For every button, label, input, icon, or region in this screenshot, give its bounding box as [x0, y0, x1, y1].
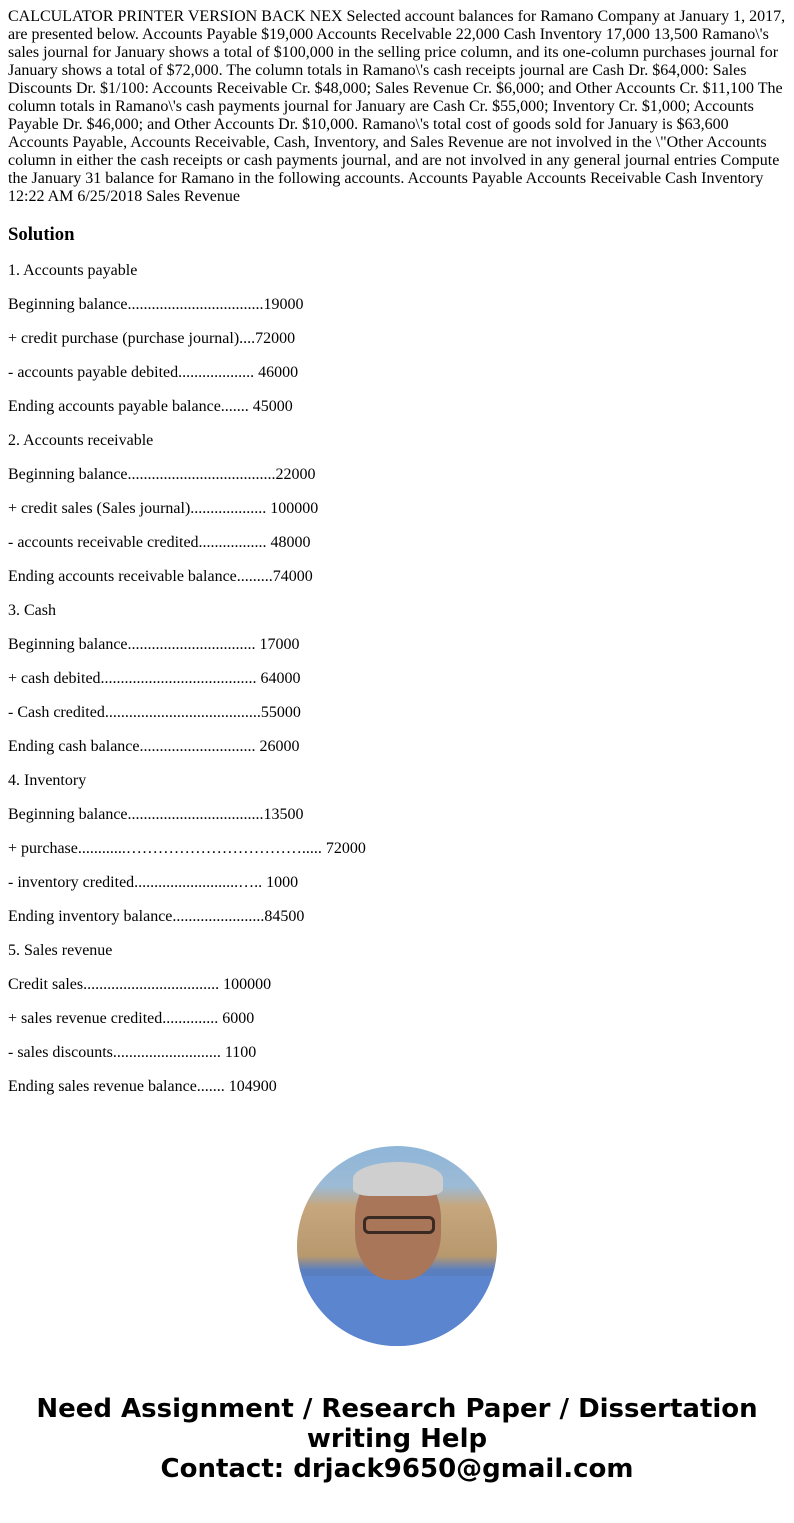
solution-line: + credit sales (Sales journal)................... 100000 [8, 500, 319, 517]
solution-line: 4. Inventory [8, 772, 87, 789]
solution-line: - accounts payable debited................... 46000 [8, 364, 299, 381]
solution-line: Ending accounts receivable balance.........74000 [8, 568, 313, 585]
solution-line: Beginning balance.....................................22000 [8, 466, 316, 483]
solution-line: Beginning balance..................................13500 [8, 806, 304, 823]
solution-line: + sales revenue credited.............. 6000 [8, 1010, 255, 1027]
solution-line: Beginning balance..................................19000 [8, 296, 304, 313]
solution-line: 3. Cash [8, 602, 56, 619]
solution-line: Ending cash balance............................. 26000 [8, 738, 300, 755]
author-photo [297, 1146, 497, 1346]
solution-line: - inventory credited..........................….. 1000 [8, 874, 299, 891]
solution-line: - Cash credited.......................................55000 [8, 704, 301, 721]
solution-line: Ending inventory balance.......................84500 [8, 908, 305, 925]
solution-line: 2. Accounts receivable [8, 432, 154, 449]
solution-line: Credit sales.................................. 100000 [8, 976, 272, 993]
solution-heading: Solution [8, 224, 75, 245]
solution-line: Beginning balance................................ 17000 [8, 636, 300, 653]
solution-line: + credit purchase (purchase journal)....72000 [8, 330, 296, 347]
solution-line: - sales discounts........................... 1100 [8, 1044, 257, 1061]
promo-footer [8, 1394, 786, 1484]
contact-email: Contact: drjack9650@gmail.com [160, 1454, 634, 1484]
solution-line: Ending accounts payable balance....... 45000 [8, 398, 293, 415]
promo-text: Need Assignment / Research Paper / Dissertation writing Help [36, 1394, 758, 1454]
solution-line: - accounts receivable credited................. 48000 [8, 534, 311, 551]
solution-line: 1. Accounts payable [8, 262, 138, 279]
question-text: CALCULATOR PRINTER VERSION BACK NEX Selected account balances for Ramano Company at January 1, 2017, are presented below. Accounts Payable $19,000 Accounts Recelvable 22,000 Cash Inventory 17,000 13,500 Ramano\'s sales journal for January shows a total of $100,000 in the selling price column, and its one-column purchases journal for January shows a total of $72,000. The column totals in Ramano\'s cash receipts journal are Cash Dr. $64,000: Sales Discounts Dr. $1/100: Accounts Receivable Cr. $48,000; Sales Revenue Cr. $6,000; and Other Accounts Cr. $11,100 The column totals in Ramano\'s cash payments journal for January are Cash Cr. $55,000; Inventory Cr. $1,000; Accounts Payable Dr. $46,000; and Other Accounts Dr. $10,000. Ramano\'s total cost of goods sold for January is $63,600 Accounts Payable, Accounts Receivable, Cash, Inventory, and Sales Revenue are not involved in the \"Other Accounts column in either the cash receipts or cash payments journal, and are not involved in any general journal entries Compute the January 31 balance for Ramano in the following accounts. Accounts Payable Accounts Receivable Cash Inventory 12:22 AM 6/25/2018 Sales Revenue [8, 8, 786, 205]
solution-line: Ending sales revenue balance....... 104900 [8, 1078, 277, 1095]
solution-lines [8, 262, 786, 1096]
solution-line: + cash debited....................................... 64000 [8, 670, 301, 687]
solution-line: + purchase............……………………………..... 72000 [8, 840, 366, 857]
solution-line: 5. Sales revenue [8, 942, 113, 959]
